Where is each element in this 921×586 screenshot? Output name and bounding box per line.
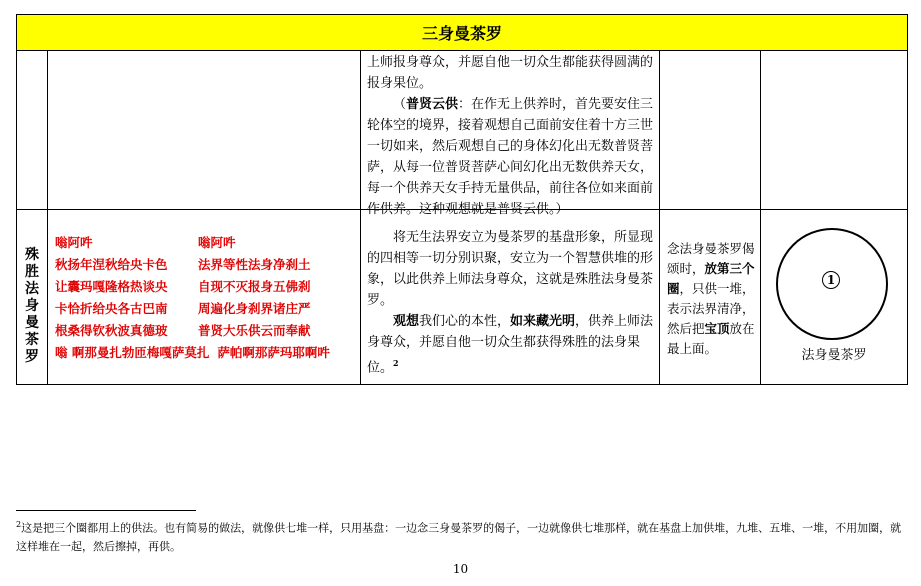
mantra-line [55,342,355,364]
instruction-column [667,239,755,359]
continuation-paragraph [367,94,655,220]
desc-text: ，供养上师法身尊众，并愿自他一切众生都获得殊胜的法身果位。 [367,314,654,376]
col-divider [47,51,48,385]
col-divider [360,51,361,385]
mantra-chinese: 自现不灭报身五佛刹 [198,279,311,294]
puxian-label: 普贤云供 [406,97,459,112]
description-paragraph-1: 将无生法界安立为曼茶罗的基盘形象，所显现的四相等一切分别识聚，安立为一个智慧供堆的形象，以此供养上师法身尊众，这就是殊胜法身曼茶罗。 [367,230,654,308]
paren: （ [393,97,407,112]
circle-number: 1 [822,271,840,289]
mantra-tibetan: 嗡 啊那曼扎勃匝梅嘎萨莫扎 [55,345,210,360]
row-label: 殊胜法身曼茶罗 [25,247,39,365]
mantra-tibetan: 卡恰折给央各古巴南 [55,301,168,316]
instr-text: 念法身曼茶罗偈颂时， [667,241,755,276]
footnote-text: 这是把三个圈都用上的供法。也有简易的做法，就像供七堆一样，只用基盘：一边念三身曼茶罗的偈子，一边就像供七堆那样，就在基盘上加供堆，九堆、五堆、一堆，不用加圈，就这样堆在一起，然后擦掉，再供。 [16,521,902,553]
mantra-chinese: 萨帕啊那萨玛耶啊吽 [217,345,330,360]
col-divider [659,51,660,385]
visualize-label: 观想 [393,314,420,329]
table-title: 三身曼茶罗 [17,15,907,51]
instr-text: ，只供一堆，表示法界清净，然后把 [667,281,755,336]
mantra-tibetan: 嗡阿吽 [55,235,93,250]
continuation-line: 上师报身尊众，并愿自他一切众生都能获得圆满的报身果位。 [367,55,654,91]
puxian-text: ：在作无上供养时，首先要安住三轮体空的境界，接着观想自己面前安住着十方三世一切如来，然后观想自己的身体幻化出无数普贤菩萨，从每一位普贤菩萨心间幻化出无数供养天女，每一个供养天女手持无量供品，前往各位如来面前作供养。这种观想就是普贤云供。） [367,97,654,217]
mantra-line [55,298,355,320]
mantra-chinese: 嗡阿吽 [198,235,236,250]
mantra-column [55,232,355,364]
mantra-line [55,276,355,298]
footnote [16,516,910,556]
description-column [367,227,655,378]
mantra-tibetan: 根桑得钦秋波真德玻 [55,323,168,338]
continuation-text [367,52,655,220]
mantra-line [55,232,355,254]
mandala-table [16,14,908,385]
mantra-line [55,320,355,342]
desc-text: 我们心的本性， [419,314,511,329]
footnote-ref: 2 [393,358,399,368]
mantra-chinese: 周遍化身刹界诸庄严 [198,301,311,316]
mantra-tibetan: 秋扬年涅秋给央卡色 [55,257,168,272]
description-paragraph-2 [367,311,655,378]
col-divider [760,51,761,385]
mantra-chinese: 普贤大乐供云而奉献 [198,323,311,338]
diagram-caption: 法身曼茶罗 [801,348,867,363]
mantra-tibetan: 让囊玛嘎隆格热谈央 [55,279,168,294]
third-circle-text: 放第三个圈 [667,261,755,296]
footnote-separator [16,510,196,511]
tathagatagarbha-text: 如来藏光明 [510,314,576,329]
instr-text: 放在最上面。 [667,321,755,356]
jewel-top-text: 宝顶 [704,321,730,336]
footnote-marker: 2 [16,520,22,529]
mantra-line [55,254,355,276]
mantra-chinese: 法界等性法身净刹土 [198,257,311,272]
page-number: 10 [452,562,469,576]
